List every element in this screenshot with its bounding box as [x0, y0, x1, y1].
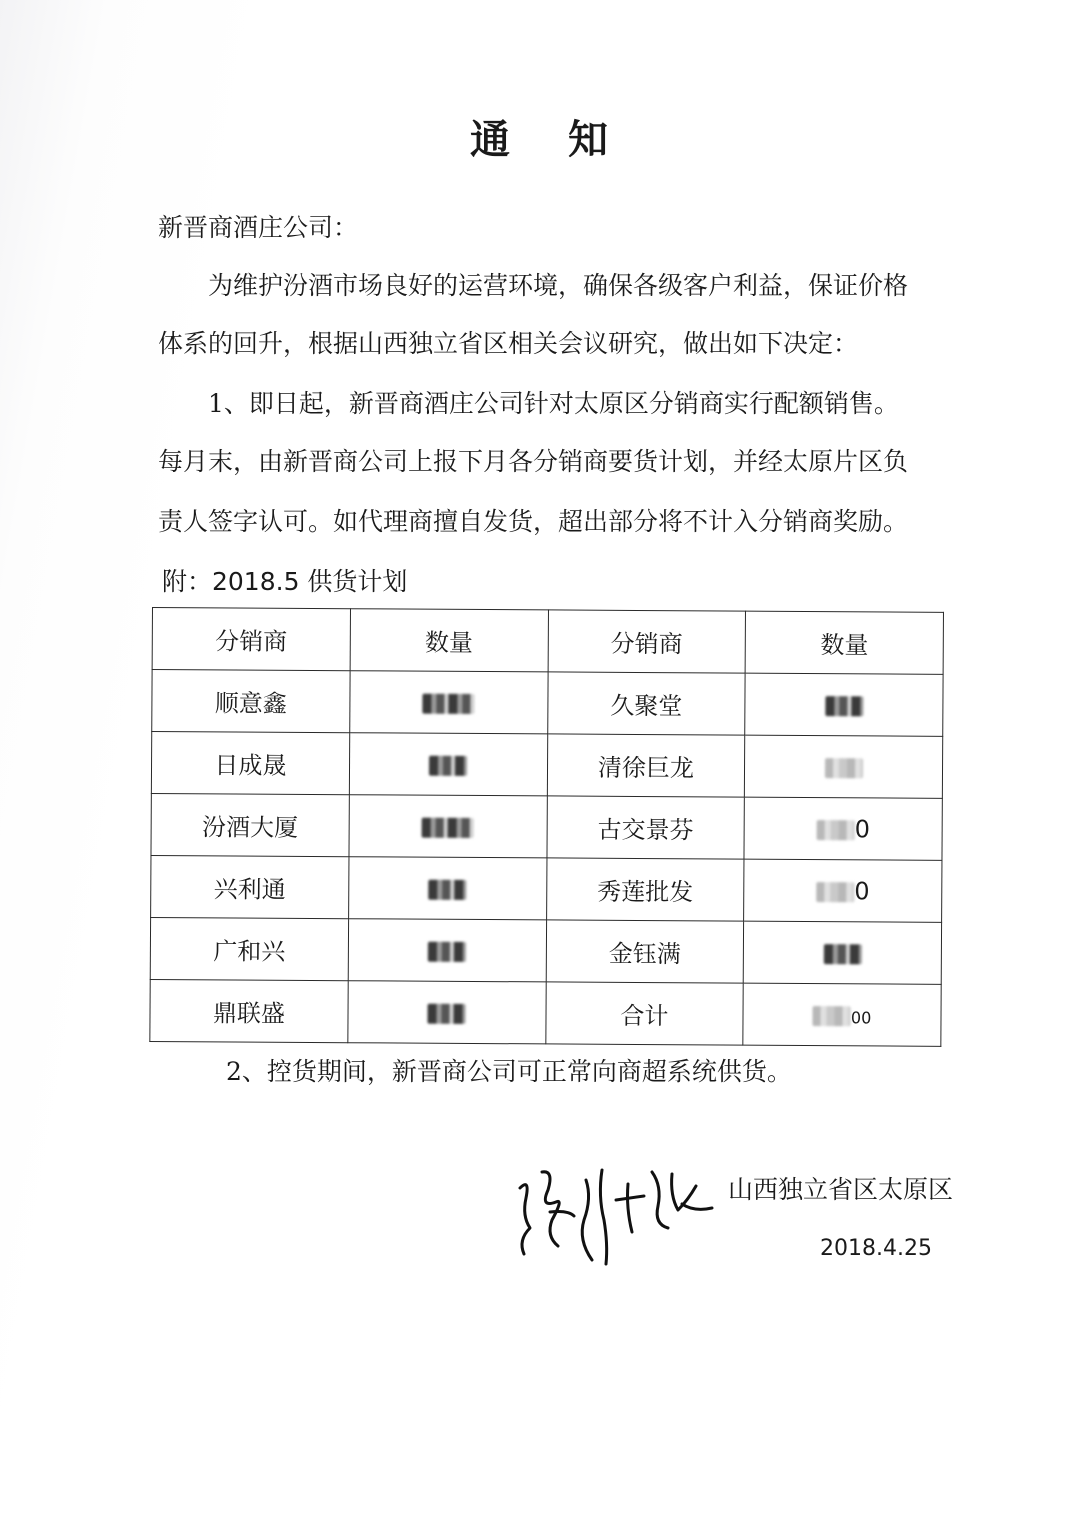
attachment-label: 附：2018.5 供货计划	[162, 567, 408, 596]
distributor-name: 古交景芬	[546, 796, 744, 859]
quantity-cell	[745, 673, 943, 736]
salutation: 新晋商酒庄公司：	[158, 213, 359, 242]
quantity-cell	[348, 981, 546, 1044]
redacted-quantity	[422, 693, 474, 713]
page-title	[0, 108, 1080, 165]
table-row	[151, 793, 942, 860]
header-distributor-1: 分销商	[152, 608, 350, 671]
total-label: 合计	[545, 982, 743, 1045]
quantity-cell	[349, 671, 547, 734]
quantity-cell	[745, 735, 943, 798]
quantity-cell: 00	[743, 983, 941, 1046]
redacted-quantity	[825, 696, 863, 716]
redacted-quantity	[825, 758, 863, 778]
item1-line-1: 1、即日起，新晋商酒庄公司针对太原区分销商实行配额销售。	[208, 389, 899, 418]
redacted-quantity	[429, 755, 467, 775]
table-row	[152, 670, 943, 737]
quantity-cell: 0	[744, 797, 942, 860]
redacted-quantity	[428, 941, 466, 961]
distributor-name: 兴利通	[151, 855, 349, 918]
distributor-name: 金钰满	[546, 920, 744, 983]
distributor-name: 清徐巨龙	[547, 734, 745, 797]
redacted-quantity	[428, 1003, 466, 1023]
intro-line-2: 体系的回升，根据山西独立省区相关会议研究，做出如下决定：	[158, 329, 859, 358]
table-row	[150, 979, 941, 1046]
header-quantity-1: 数量	[350, 609, 548, 672]
distributor-name: 广和兴	[150, 917, 348, 980]
redacted-quantity	[816, 882, 854, 902]
distributor-name: 日成晟	[151, 732, 349, 795]
distributor-name: 久聚堂	[547, 672, 745, 735]
redacted-quantity	[817, 820, 855, 840]
quantity-cell: 0	[744, 859, 942, 922]
redacted-quantity	[422, 817, 474, 837]
table-row	[151, 855, 942, 922]
quantity-cell	[349, 733, 547, 796]
header-distributor-2: 分销商	[548, 610, 746, 673]
quantity-cell	[348, 857, 546, 920]
signature-icon	[512, 1150, 722, 1270]
issue-date: 2018.4.25	[820, 1236, 932, 1261]
quantity-cell	[743, 921, 941, 984]
distributor-name: 鼎联盛	[150, 979, 348, 1042]
table-row	[150, 917, 941, 984]
item1-line-2: 每月末，由新晋商公司上报下月各分销商要货计划，并经太原片区负	[158, 447, 909, 476]
item2-line: 2、控货期间，新晋商公司可正常向商超系统供货。	[226, 1057, 792, 1086]
distributor-name: 汾酒大厦	[151, 793, 349, 856]
header-quantity-2: 数量	[745, 611, 943, 674]
title-char-2: 知	[568, 116, 610, 163]
quantity-cell	[348, 919, 546, 982]
table-row	[151, 732, 942, 799]
redacted-quantity	[428, 879, 466, 899]
title-char-1: 通	[470, 116, 512, 163]
redacted-quantity	[823, 944, 861, 964]
table-header-row	[152, 608, 943, 675]
quantity-cell	[349, 795, 547, 858]
intro-line-1: 为维护汾酒市场良好的运营环境，确保各级客户利益，保证价格	[208, 271, 909, 300]
issuing-organization: 山西独立省区太原区	[728, 1175, 954, 1204]
supply-plan-table	[149, 607, 944, 1047]
distributor-name: 顺意鑫	[152, 670, 350, 733]
item1-line-3: 责人签字认可。如代理商擅自发货，超出部分将不计入分销商奖励。	[158, 507, 909, 536]
distributor-name: 秀莲批发	[546, 858, 744, 921]
redacted-quantity	[813, 1006, 851, 1026]
